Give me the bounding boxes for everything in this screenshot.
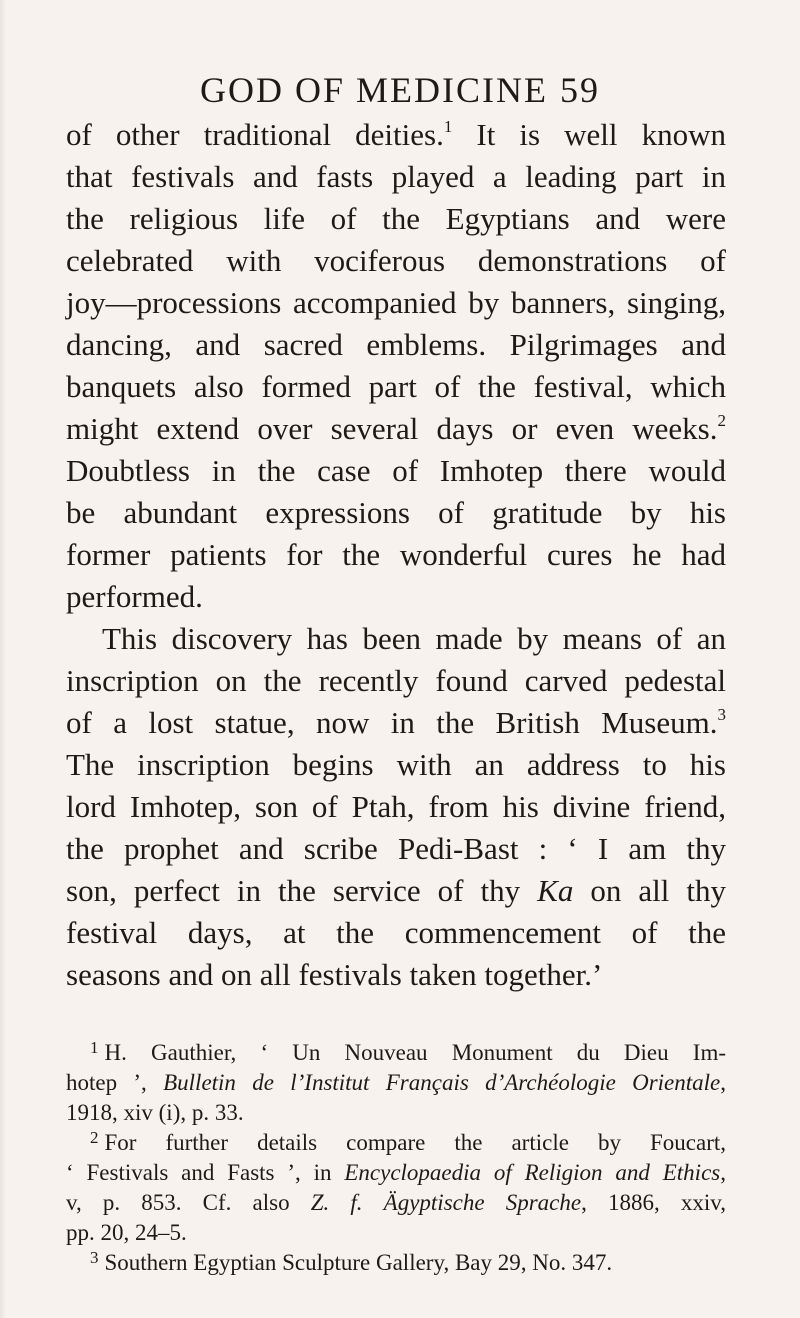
text-line: the prophet and scribe Pedi-Bast : ‘ I am thy [66,831,726,866]
body-text [66,114,726,996]
text-line: lord Imhotep, son of Ptah, from his divine friend, [66,789,726,824]
text-line: dancing, and sacred emblems. Pilgrimages and [66,327,726,362]
running-head [200,66,600,114]
footnotes [66,1038,726,1278]
text-line: banquets also formed part of the festival, which [66,369,726,404]
text-line: the religious life of the Egyptians and were [66,201,726,236]
text-line: of a lost statue, now in the British Museum.$^3$ [66,705,726,740]
page-number: 59 [560,70,600,110]
footnote-line: 1918, xiv (i), p. 33. [66,1100,244,1125]
page-edge [0,0,6,1318]
footnote-ref: 1 [443,117,453,136]
text-line: former patients for the wonderful cures he had [66,537,726,572]
footnote-number: 1 [90,1038,99,1057]
footnote-ref: 2 [717,411,726,430]
text-line: might extend over several days or even weeks.$^2$ [66,411,726,446]
text-line: joy—processions accompanied by banners, singing, [66,285,726,320]
text-line: The inscription begins with an address to his [66,747,726,782]
footnote-line: v, p. 853. Cf. also Z. f. Ägyptische Sprache, 1886, xxiv, [66,1190,726,1215]
text-line: son, perfect in the service of thy Ka on all thy [66,873,726,908]
text-line: celebrated with vociferous demonstrations of [66,243,726,278]
footnote-line: pp. 20, 24–5. [66,1220,187,1245]
text-line: seasons and on all festivals taken together.’ [66,957,603,992]
ka-term: Ka [537,873,574,908]
text-line: be abundant expressions of gratitude by his [66,495,726,530]
text-line: Doubtless in the case of Imhotep there would [66,453,726,488]
footnote-line: $^1$ H. Gauthier, ‘ Un Nouveau Monument du Dieu Im- [90,1038,726,1065]
footnote-line: hotep ’, Bulletin de l’Institut Français d’Archéologie Orientale, [66,1070,726,1095]
text-line: performed. [66,579,203,614]
running-title: GOD OF MEDICINE [200,70,548,110]
footnote-number: 2 [90,1128,99,1147]
footnote-number: 3 [90,1248,99,1267]
footnote-line: $^3$ Southern Egyptian Sculpture Gallery, Bay 29, No. 347. [90,1248,613,1275]
footnote-ref: 3 [717,705,726,724]
text-line: inscription on the recently found carved pedestal [66,663,726,698]
text-line: that festivals and fasts played a leading part in [66,159,726,194]
footnote-line: ‘ Festivals and Fasts ’, in Encyclopaedia of Religion and Ethics, [66,1160,726,1185]
text-line: festival days, at the commencement of the [66,915,726,950]
text-line: of other traditional deities.$^1$ It is well known [66,117,726,152]
footnote-line: $^2$ For further details compare the article by Foucart, [90,1128,726,1155]
text-line: This discovery has been made by means of an [102,621,726,656]
